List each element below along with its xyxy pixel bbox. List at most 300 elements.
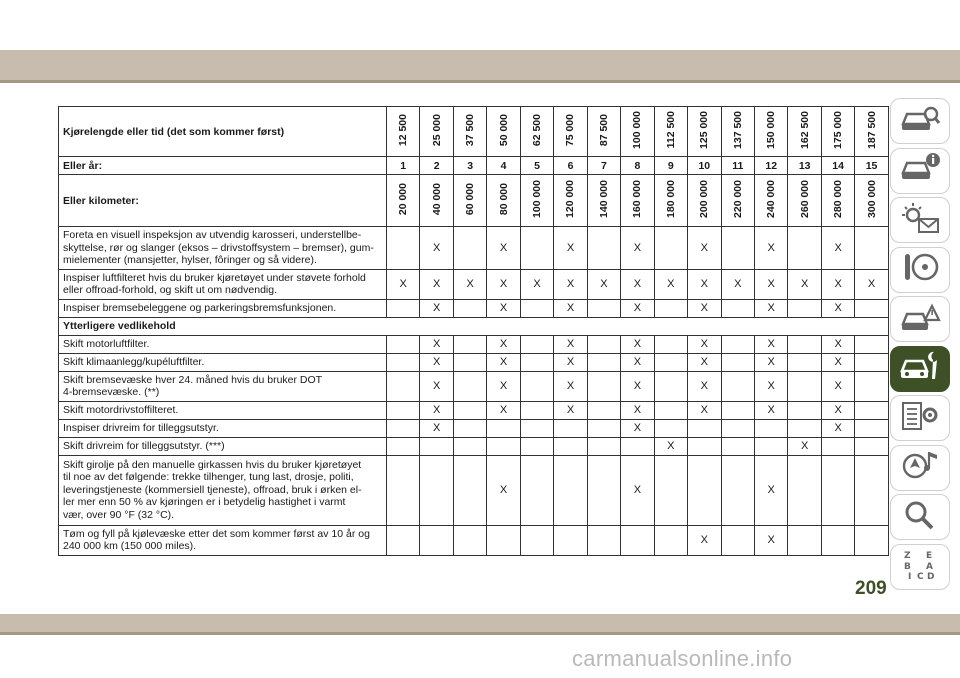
sidebar-tab-music-nav[interactable] (890, 445, 950, 491)
mark-cell: X (587, 269, 620, 299)
alphabet-index-icon (899, 547, 941, 586)
km-value: 200 000 (698, 180, 711, 218)
mark-cell: X (654, 437, 687, 455)
row-description: Inspiser drivreim for tilleggsutstyr. (59, 419, 387, 437)
mark-cell (487, 419, 520, 437)
mark-cell (387, 371, 420, 401)
mark-cell (821, 455, 854, 525)
mark-cell: X (621, 455, 654, 525)
mark-cell (520, 371, 553, 401)
top-band-line (0, 80, 960, 83)
sidebar-tab-car-magnifier[interactable] (890, 98, 950, 144)
km-value: 260 000 (798, 180, 811, 218)
mark-cell: X (688, 299, 721, 317)
mark-cell: X (688, 525, 721, 555)
km-header (520, 175, 553, 227)
mark-cell: X (487, 269, 520, 299)
mark-cell (453, 299, 486, 317)
mark-cell (387, 419, 420, 437)
mark-cell: X (821, 371, 854, 401)
distance-header (855, 107, 888, 157)
km-value: 140 000 (597, 180, 610, 218)
km-value: 20 000 (397, 182, 410, 216)
year-cell: 15 (855, 157, 888, 175)
km-header (387, 175, 420, 227)
table-row (59, 227, 889, 270)
mark-cell (520, 455, 553, 525)
sidebar-tab-specs-gear[interactable] (890, 395, 950, 441)
mark-cell (520, 299, 553, 317)
km-value: 280 000 (832, 180, 845, 218)
warning-light-mail-icon (899, 201, 941, 240)
distance-header (554, 107, 587, 157)
watermark: carmanualsonline.info (572, 646, 793, 671)
mark-cell (520, 227, 553, 270)
distance-label: 137 500 (731, 111, 744, 149)
mark-cell (754, 419, 787, 437)
mark-cell (821, 437, 854, 455)
distance-header (420, 107, 453, 157)
mark-cell: X (420, 269, 453, 299)
mark-cell (788, 335, 821, 353)
mark-cell (654, 371, 687, 401)
mark-cell (721, 419, 754, 437)
sidebar-tab-car-hazard[interactable] (890, 296, 950, 342)
mark-cell (855, 525, 888, 555)
mark-cell (587, 371, 620, 401)
mark-cell (420, 437, 453, 455)
mark-cell (788, 419, 821, 437)
mark-cell: X (754, 299, 787, 317)
mark-cell (387, 525, 420, 555)
mark-cell: X (420, 353, 453, 371)
km-value: 240 000 (765, 180, 778, 218)
sidebar-tab-key-steering-wheel[interactable] (890, 247, 950, 293)
mark-cell: X (420, 371, 453, 401)
distance-label: 187 500 (865, 111, 878, 149)
mark-cell: X (554, 335, 587, 353)
year-cell: 8 (621, 157, 654, 175)
distance-label: 125 000 (698, 111, 711, 149)
mark-cell (453, 455, 486, 525)
km-header (855, 175, 888, 227)
year-cell: 12 (754, 157, 787, 175)
years-row (59, 157, 889, 175)
svg-text:A: A (926, 562, 933, 572)
year-cell: 11 (721, 157, 754, 175)
mark-cell (721, 227, 754, 270)
mark-cell (654, 299, 687, 317)
mark-cell (453, 525, 486, 555)
km-header (621, 175, 654, 227)
distance-header (621, 107, 654, 157)
mark-cell (453, 335, 486, 353)
table-row (59, 353, 889, 371)
mark-cell (387, 437, 420, 455)
table-row (59, 437, 889, 455)
year-cell: 6 (554, 157, 587, 175)
mark-cell (654, 401, 687, 419)
mark-cell: X (621, 269, 654, 299)
sidebar-tab-car-info[interactable] (890, 148, 950, 194)
distance-label: 87 500 (597, 113, 610, 147)
km-header (587, 175, 620, 227)
table-row (59, 335, 889, 353)
distance-header (688, 107, 721, 157)
km-value: 300 000 (865, 180, 878, 218)
km-row (59, 175, 889, 227)
mark-cell: X (754, 227, 787, 270)
mark-cell (855, 353, 888, 371)
maintenance-table (58, 106, 889, 556)
distance-header (387, 107, 420, 157)
mark-cell: X (487, 299, 520, 317)
mark-cell (554, 525, 587, 555)
mark-cell (721, 525, 754, 555)
distance-label: 150 000 (765, 111, 778, 149)
top-band (0, 50, 960, 80)
car-info-icon (899, 151, 941, 190)
km-header (788, 175, 821, 227)
mark-cell (621, 525, 654, 555)
mark-cell (721, 437, 754, 455)
mark-cell: X (821, 353, 854, 371)
mark-cell (520, 525, 553, 555)
year-cell: 3 (453, 157, 486, 175)
mark-cell (453, 371, 486, 401)
svg-text:C: C (917, 572, 924, 581)
mark-cell: X (788, 269, 821, 299)
mark-cell (721, 353, 754, 371)
table-row (59, 299, 889, 317)
km-value: 220 000 (731, 180, 744, 218)
mark-cell: X (487, 371, 520, 401)
mark-cell: X (554, 269, 587, 299)
km-value: 60 000 (464, 182, 477, 216)
sidebar-tab-alphabet-index[interactable] (890, 544, 950, 590)
mark-cell (621, 437, 654, 455)
mark-cell (387, 353, 420, 371)
table-row (59, 269, 889, 299)
row-description: Tøm og fyll på kjølevæske etter det som kommer først av 10 år og 240 000 km (150 000 miles). (59, 525, 387, 555)
table-row (59, 419, 889, 437)
mark-cell (654, 455, 687, 525)
mark-cell: X (721, 269, 754, 299)
distance-label: 112 500 (664, 111, 677, 149)
mark-cell: X (821, 335, 854, 353)
car-hazard-icon (899, 300, 941, 339)
mark-cell (855, 419, 888, 437)
key-steering-wheel-icon (899, 250, 941, 289)
mark-cell: X (520, 269, 553, 299)
km-value: 160 000 (631, 180, 644, 218)
mark-cell: X (754, 353, 787, 371)
mark-cell (855, 437, 888, 455)
table-row (59, 401, 889, 419)
km-value: 40 000 (430, 182, 443, 216)
sidebar-tab-car-wrench[interactable] (890, 346, 950, 392)
row-description: Skift girolje på den manuelle girkassen hvis du bruker kjøretøyet til noe av det følgende: trekke tilhenger, tung last, drosje, politi, leveringstjeneste (kommersiell tjeneste), offroad, bruk i ørken el- ler mer enn 50 % av kjøringen er i betydelig hastighet i varmt vær, over 90 °F (32 °C). (59, 455, 387, 525)
page-number: 209 (855, 578, 887, 599)
mark-cell (520, 335, 553, 353)
mark-cell: X (621, 353, 654, 371)
mark-cell: X (621, 371, 654, 401)
mark-cell: X (688, 335, 721, 353)
mark-cell (453, 419, 486, 437)
row-description: Skift motorluftfilter. (59, 335, 387, 353)
table-row (59, 455, 889, 525)
mark-cell (554, 437, 587, 455)
mark-cell (520, 401, 553, 419)
mark-cell (487, 525, 520, 555)
mark-cell (587, 455, 620, 525)
km-header (754, 175, 787, 227)
bottom-band-line (0, 632, 960, 635)
distance-label: 50 000 (497, 113, 510, 147)
search-icon (899, 498, 941, 537)
distance-header (788, 107, 821, 157)
mark-cell: X (754, 371, 787, 401)
mark-cell (788, 227, 821, 270)
mark-cell (721, 401, 754, 419)
mark-cell: X (387, 269, 420, 299)
mark-cell: X (754, 335, 787, 353)
mark-cell (387, 227, 420, 270)
sidebar-tab-search[interactable] (890, 494, 950, 540)
year-cell: 7 (587, 157, 620, 175)
mark-cell (587, 437, 620, 455)
mark-cell: X (688, 269, 721, 299)
section-row (59, 317, 889, 335)
mark-cell (453, 437, 486, 455)
mark-cell (387, 455, 420, 525)
mark-cell: X (754, 525, 787, 555)
car-wrench-icon (899, 349, 941, 388)
mark-cell: X (621, 401, 654, 419)
mark-cell: X (487, 335, 520, 353)
svg-text:D: D (927, 572, 935, 581)
distance-label: 12 500 (397, 113, 410, 147)
mark-cell (788, 299, 821, 317)
mark-cell (855, 401, 888, 419)
year-cell: 5 (520, 157, 553, 175)
km-header (420, 175, 453, 227)
mark-cell: X (688, 401, 721, 419)
mark-cell (387, 335, 420, 353)
mark-cell: X (654, 269, 687, 299)
sidebar-tabs (890, 98, 960, 593)
sidebar-tab-warning-light-mail[interactable] (890, 197, 950, 243)
distance-label: 175 000 (832, 111, 845, 149)
mark-cell: X (788, 437, 821, 455)
distance-header (654, 107, 687, 157)
mark-cell: X (487, 353, 520, 371)
row-description: Skift bremsevæske hver 24. måned hvis du bruker DOT 4-bremsevæske. (**) (59, 371, 387, 401)
mark-cell: X (688, 371, 721, 401)
year-cell: 4 (487, 157, 520, 175)
mark-cell: X (754, 455, 787, 525)
mark-cell: X (554, 299, 587, 317)
km-value: 100 000 (531, 180, 544, 218)
row-description: Skift motordrivstoffilteret. (59, 401, 387, 419)
year-cell: 9 (654, 157, 687, 175)
header-row (59, 107, 889, 157)
mark-cell: X (688, 227, 721, 270)
row-description: Inspiser bremsebeleggene og parkeringsbremsfunksjonen. (59, 299, 387, 317)
mark-cell (688, 437, 721, 455)
mark-cell: X (554, 371, 587, 401)
mark-cell: X (420, 299, 453, 317)
car-magnifier-icon (899, 102, 941, 141)
mark-cell (387, 299, 420, 317)
mark-cell: X (688, 353, 721, 371)
bottom-band (0, 614, 960, 632)
mark-cell (788, 455, 821, 525)
km-label: Eller kilometer: (59, 175, 387, 227)
mark-cell (721, 335, 754, 353)
km-header (554, 175, 587, 227)
mark-cell: X (821, 227, 854, 270)
distance-label: 62 500 (531, 113, 544, 147)
mark-cell (688, 455, 721, 525)
row-description: Inspiser luftfilteret hvis du bruker kjøretøyet under støvete forhold eller offroad-forhold, og skift ut om nødvendig. (59, 269, 387, 299)
mark-cell: X (754, 401, 787, 419)
km-header (721, 175, 754, 227)
mark-cell (721, 455, 754, 525)
svg-text:I: I (908, 572, 912, 581)
years-label: Eller år: (59, 157, 387, 175)
mark-cell: X (621, 227, 654, 270)
mark-cell (788, 525, 821, 555)
year-cell: 10 (688, 157, 721, 175)
distance-header (587, 107, 620, 157)
mark-cell (453, 227, 486, 270)
mark-cell: X (821, 299, 854, 317)
mark-cell: X (420, 419, 453, 437)
km-header (487, 175, 520, 227)
mark-cell: X (554, 227, 587, 270)
mark-cell (855, 335, 888, 353)
mark-cell (855, 299, 888, 317)
km-value: 80 000 (497, 182, 510, 216)
header-title: Kjørelengde eller tid (det som kommer først) (59, 107, 387, 157)
distance-label: 75 000 (564, 113, 577, 147)
mark-cell (788, 371, 821, 401)
mark-cell: X (821, 419, 854, 437)
row-description: Foreta en visuell inspeksjon av utvendig karosseri, understellbe- skyttelse, rør og slanger (eksos – drivstoffsystem – bremser), gum- mielementer (mansjetter, hylser, fôringer og så videre). (59, 227, 387, 270)
mark-cell: X (420, 335, 453, 353)
section-label: Ytterligere vedlikehold (59, 317, 889, 335)
mark-cell: X (487, 227, 520, 270)
mark-cell: X (554, 401, 587, 419)
mark-cell (420, 455, 453, 525)
mark-cell: X (855, 269, 888, 299)
mark-cell (654, 227, 687, 270)
km-value: 120 000 (564, 180, 577, 218)
mark-cell (654, 419, 687, 437)
row-description: Skift drivreim for tilleggsutstyr. (***) (59, 437, 387, 455)
distance-label: 25 000 (430, 113, 443, 147)
distance-header (453, 107, 486, 157)
row-description: Skift klimaanlegg/kupéluftfilter. (59, 353, 387, 371)
mark-cell (754, 437, 787, 455)
mark-cell (855, 227, 888, 270)
km-header (688, 175, 721, 227)
distance-header (821, 107, 854, 157)
mark-cell: X (821, 401, 854, 419)
mark-cell: X (821, 269, 854, 299)
mark-cell (587, 299, 620, 317)
mark-cell: X (621, 299, 654, 317)
mark-cell (688, 419, 721, 437)
specs-gear-icon (899, 399, 941, 438)
mark-cell: X (420, 227, 453, 270)
mark-cell: X (754, 269, 787, 299)
km-header (654, 175, 687, 227)
mark-cell (821, 525, 854, 555)
mark-cell: X (554, 353, 587, 371)
mark-cell (420, 525, 453, 555)
mark-cell: X (420, 401, 453, 419)
year-cell: 1 (387, 157, 420, 175)
year-cell: 13 (788, 157, 821, 175)
mark-cell (587, 525, 620, 555)
mark-cell (587, 401, 620, 419)
mark-cell (855, 455, 888, 525)
distance-label: 37 500 (464, 113, 477, 147)
km-header (821, 175, 854, 227)
mark-cell (654, 335, 687, 353)
mark-cell: X (487, 401, 520, 419)
mark-cell (554, 455, 587, 525)
year-cell: 2 (420, 157, 453, 175)
mark-cell: X (621, 335, 654, 353)
distance-header (520, 107, 553, 157)
table-row (59, 371, 889, 401)
table-row (59, 525, 889, 555)
mark-cell (587, 419, 620, 437)
svg-text:Z: Z (904, 551, 911, 561)
mark-cell (855, 371, 888, 401)
mark-cell (520, 437, 553, 455)
distance-label: 162 500 (798, 111, 811, 149)
mark-cell (487, 437, 520, 455)
mark-cell (587, 353, 620, 371)
distance-header (721, 107, 754, 157)
mark-cell (587, 335, 620, 353)
mark-cell (453, 401, 486, 419)
mark-cell (654, 525, 687, 555)
mark-cell (788, 401, 821, 419)
mark-cell (587, 227, 620, 270)
km-header (453, 175, 486, 227)
mark-cell (520, 353, 553, 371)
mark-cell (453, 353, 486, 371)
mark-cell (788, 353, 821, 371)
km-value: 180 000 (664, 180, 677, 218)
mark-cell (520, 419, 553, 437)
distance-header (754, 107, 787, 157)
distance-header (487, 107, 520, 157)
mark-cell (721, 371, 754, 401)
year-cell: 14 (821, 157, 854, 175)
mark-cell: X (487, 455, 520, 525)
mark-cell (387, 401, 420, 419)
svg-text:E: E (926, 551, 933, 561)
mark-cell (554, 419, 587, 437)
mark-cell: X (621, 419, 654, 437)
svg-text:B: B (904, 562, 911, 572)
